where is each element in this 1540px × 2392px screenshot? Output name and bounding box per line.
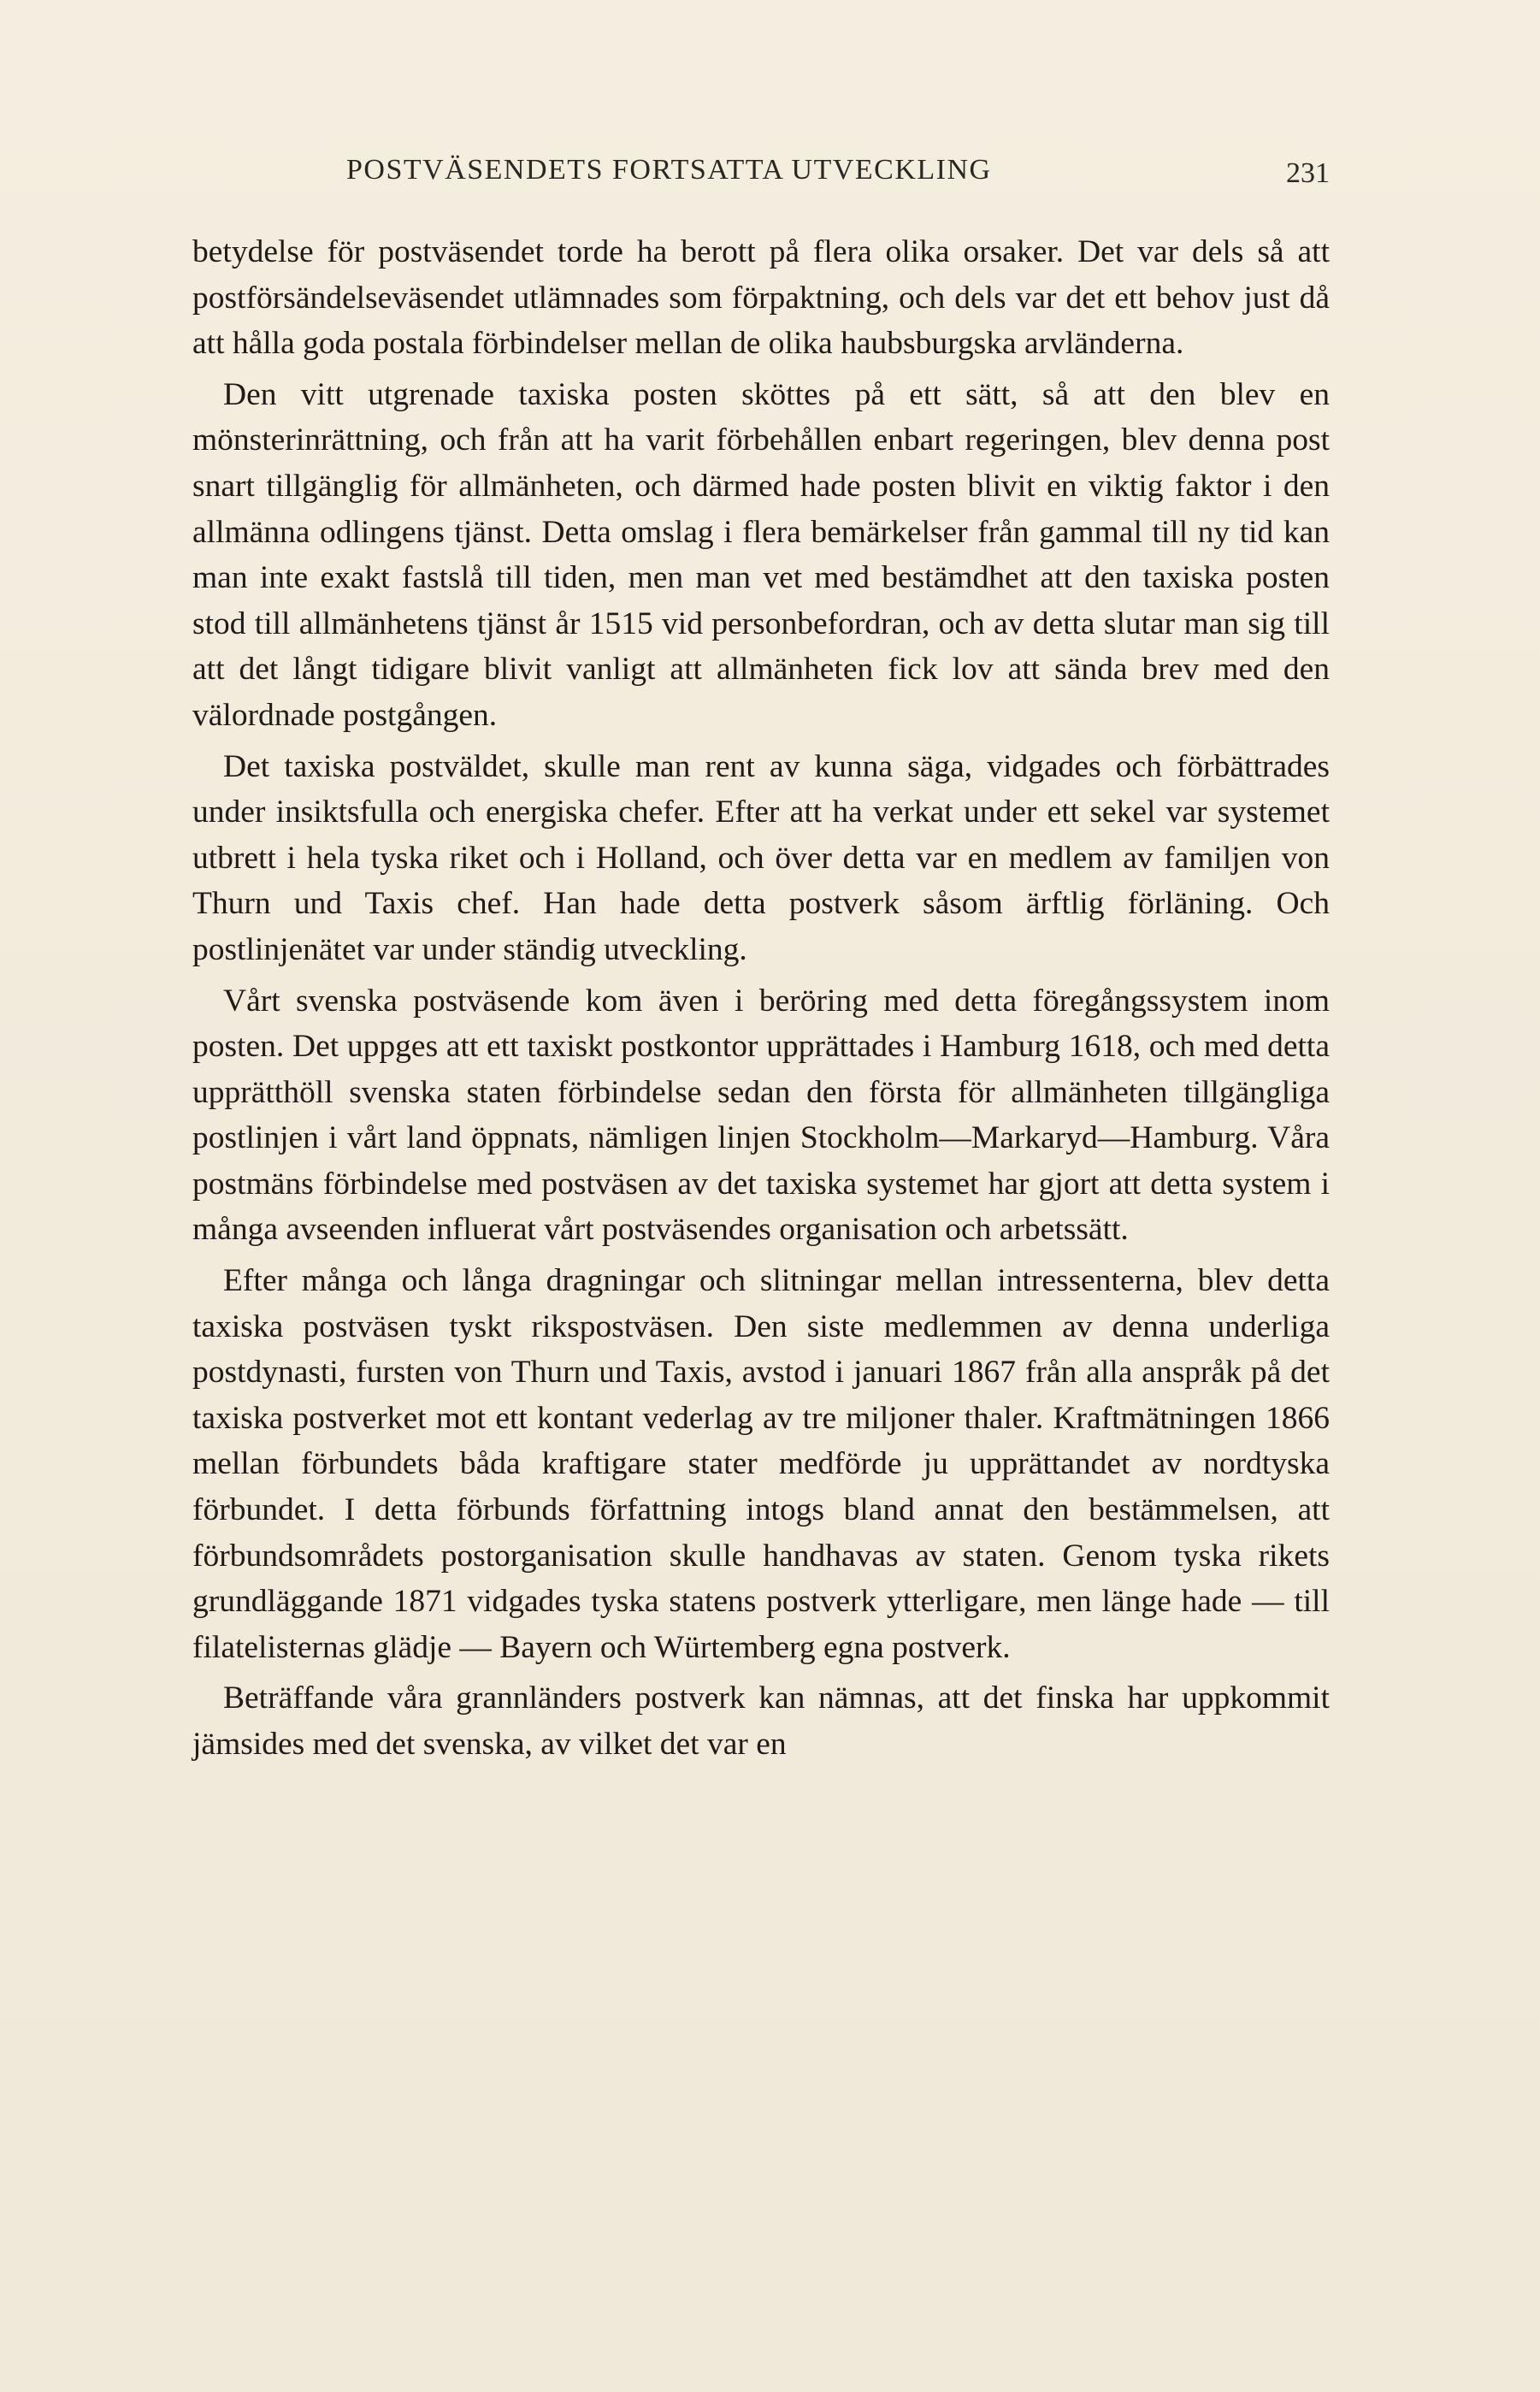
paragraph-5: Efter många och långa dragningar och slitningar mellan intressenterna, blev detta taxiska postväsen tyskt rikspostväsen. Den siste medlemmen av denna underliga postdynasti, fursten von Thurn und Taxis, avstod i januari 1867 från alla anspråk på det taxiska postverket mot ett kontant vederlag av tre miljoner thaler. Kraftmätningen 1866 mellan förbundets båda kraftigare stater medförde ju upprättandet av nordtyska förbundet. I detta förbunds författning intogs bland annat den bestämmelsen, att förbundsområdets postorganisation skulle handhavas av staten. Genom tyska rikets grundläggande 1871 vidgades tyska statens postverk ytterligare, men länge hade — till filatelisternas glädje — Bayern och Würtemberg egna postverk. [192,1263,1330,1665]
paragraph-6: Beträffande våra grannländers postverk kan nämnas, att det finska har uppkommit jämsides med det svenska, av vilket det var en [192,1680,1330,1762]
paragraph-4: Vårt svenska postväsende kom även i beröring med detta föregångssystem inom posten. Det uppges att ett taxiskt postkontor upprättades i Hamburg 1618, och med detta upprätthöll svenska staten förbindelse sedan den första för allmänheten tillgängliga postlinjen i vårt land öppnats, nämligen linjen Stockholm—Markaryd—Hamburg. Våra postmäns förbindelse med postväsen av det taxiska systemet har gjort att detta system i många avseenden influerat vårt postväsendes organisation och arbetssätt. [192,983,1330,1248]
paragraph-1: betydelse för postväsendet torde ha berott på flera olika orsaker. Det var dels så att postförsändelseväsendet utlämnades som förpaktning, och dels var det ett behov just då att hålla goda postala förbindelser mellan de olika haubsburgska arvländerna. [192,234,1330,362]
paragraph-2: Den vitt utgrenade taxiska posten sköttes på ett sätt, så att den blev en mönsterinrättning, och från att ha varit förbehållen enbart regeringen, blev denna post snart tillgänglig för allmänheten, och därmed hade posten blivit en viktig faktor i den allmänna odlingens tjänst. Detta omslag i flera bemärkelser från gammal till ny tid kan man inte exakt fastslå till tiden, men man vet med bestämdhet att den taxiska posten stod till allmänhetens tjänst år 1515 vid personbefordran, och av detta slutar man sig till att det långt tidigare blivit vanligt att allmänheten fick lov att sända brev med den välordnade postgången. [192,376,1330,733]
running-head: POSTVÄSENDETS FORTSATTA UTVECKLING [346,154,992,186]
body-text [192,229,1330,1773]
page-number: 231 [1286,157,1330,189]
page-header [192,145,1330,197]
paragraph-3: Det taxiska postväldet, skulle man rent av kunna säga, vidgades och förbättrades under insiktsfulla och energiska chefer. Efter att ha verkat under ett sekel var systemet utbrett i hela tyska riket och i Holland, och över detta var en medlem av familjen von Thurn und Taxis chef. Han hade detta postverk såsom ärftlig förläning. Och postlinjenätet var under ständig utveckling. [192,748,1330,967]
